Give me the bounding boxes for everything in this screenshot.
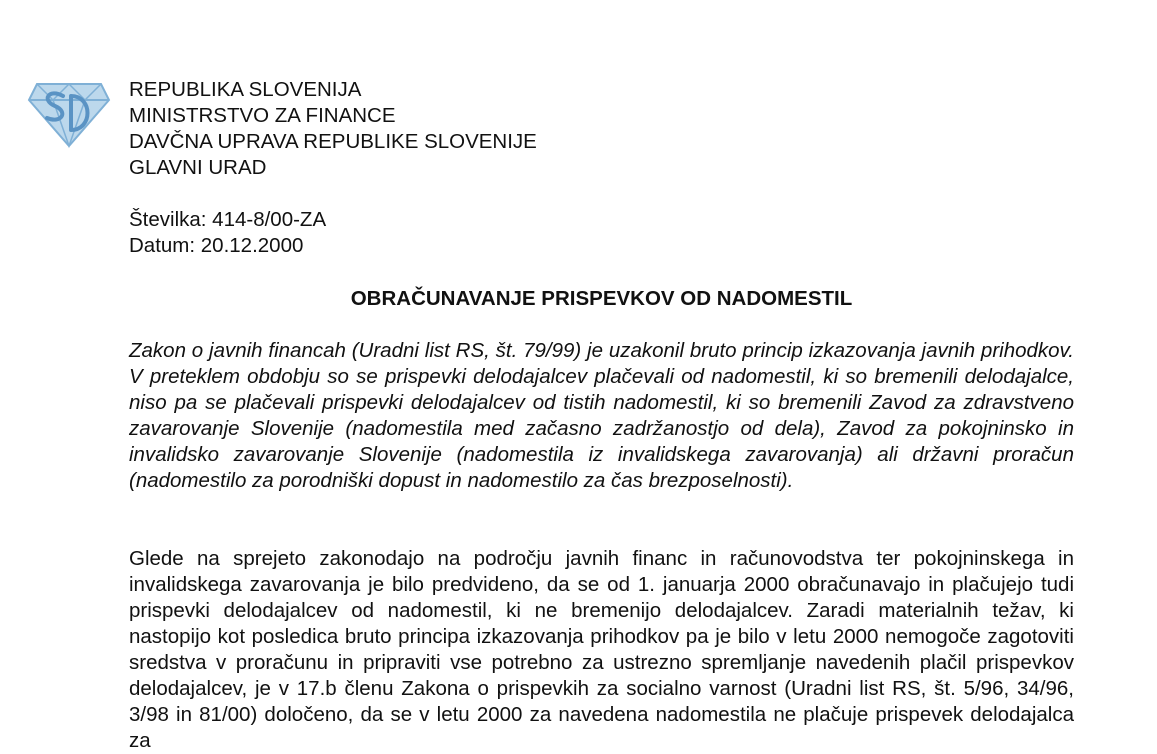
header-main-office: GLAVNI URAD xyxy=(129,156,267,179)
letterhead xyxy=(129,77,537,181)
document-number: Številka: 414-8/00-ZA xyxy=(129,208,327,231)
paragraph-intro: Zakon o javnih financah (Uradni list RS, št. 79/99) je uzakonil bruto princip izkazovanja javnih prihodkov. V preteklem obdobju so se prispevki delodajalcev plačevali od nadomestil, ki so bremenili delodajalce, niso pa se plačevali prispevki delodajalcev od tistih nadomestil, ki so bremenili Zavod za zdravstveno zavarovanje Slovenije (nadomestila med začasno zadržanostjo od dela), Zavod za pokojninsko in invalidsko zavarovanje Slovenije (nadomestila iz invalidskega zavarovanja) ali državni proračun (nadomestilo za porodniški dopust in nadomestilo za čas brezposelnosti). xyxy=(129,339,1074,492)
document-title: OBRAČUNAVANJE PRISPEVKOV OD NADOMESTIL xyxy=(350,287,853,310)
header-tax-administration: DAVČNA UPRAVA REPUBLIKE SLOVENIJE xyxy=(129,130,537,153)
document-meta xyxy=(129,207,326,259)
paragraph-body: Glede na sprejeto zakonodajo na področju javnih financ in računovodstva ter pokojninskega in invalidskega zavarovanja je bilo predvideno, da se od 1. januarja 2000 obračunavajo in plačujejo tudi prispevki delodajalcev od nadomestil, ki ne bremenijo delodajalcev. Zaradi materialnih težav, ki nastopijo kot posledica bruto principa izkazovanja prihodkov pa je bilo v letu 2000 nemogoče zagotoviti sredstva v proračunu in pripraviti vse potrebno za ustrezno spremljanje navedenih plačil prispevkov delodajalcev, je v 17.b členu Zakona o prispevkih za socialno varnost (Uradni list RS, št. 5/96, 34/96, 3/98 in 81/00) določeno, da se v letu 2000 za navedena nadomestila ne plačuje prispevek delodajalca za xyxy=(129,547,1074,752)
header-republic: REPUBLIKA SLOVENIJA xyxy=(129,78,362,101)
header-ministry: MINISTRSTVO ZA FINANCE xyxy=(129,104,396,127)
document-date: Datum: 20.12.2000 xyxy=(129,234,304,257)
davcna-uprava-logo-icon xyxy=(27,78,111,150)
